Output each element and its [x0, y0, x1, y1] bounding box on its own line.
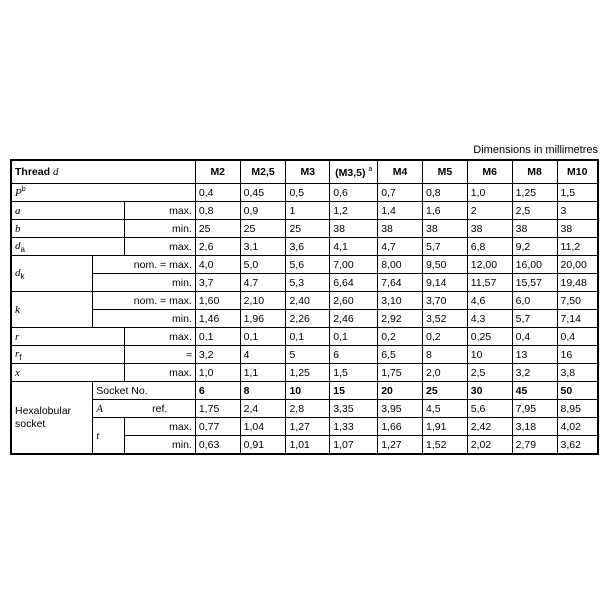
value-cell: 3,10	[378, 292, 423, 310]
value-cell: 2,0	[423, 364, 468, 382]
row-label	[11, 364, 125, 382]
col-header: M10	[557, 160, 598, 184]
row-A-ref	[11, 400, 598, 418]
value-cell: 2,8	[286, 400, 330, 418]
value-cell: 0,45	[240, 184, 286, 202]
value-cell: 0,8	[423, 184, 468, 202]
value-cell: 1,33	[330, 418, 378, 436]
row-x	[11, 364, 598, 382]
value-cell: 2,60	[330, 292, 378, 310]
row-b	[11, 220, 598, 238]
row-r	[11, 328, 598, 346]
value-cell: 2,10	[240, 292, 286, 310]
value-cell: 9,14	[423, 274, 468, 292]
row-qualifier: min.	[93, 310, 196, 328]
row-dk-min	[11, 274, 598, 292]
value-cell: 2,79	[512, 436, 557, 455]
value-cell: 2,92	[378, 310, 423, 328]
value-cell: 2,42	[467, 418, 512, 436]
value-cell: 1,01	[286, 436, 330, 455]
footnote-marker: b	[21, 186, 26, 193]
row-qualifier: max.	[125, 238, 196, 256]
value-cell: 8	[240, 382, 286, 400]
value-cell: 6,8	[467, 238, 512, 256]
value-cell: 3,2	[195, 346, 240, 364]
value-cell: 1,91	[423, 418, 468, 436]
value-cell: 8,00	[378, 256, 423, 274]
value-cell: 0,91	[240, 436, 286, 455]
value-cell: 6,64	[330, 274, 378, 292]
dimensions-table	[10, 159, 599, 455]
value-cell: 1,2	[330, 202, 378, 220]
value-cell: 1,60	[195, 292, 240, 310]
value-cell: 5,0	[240, 256, 286, 274]
row-rf	[11, 346, 598, 364]
value-cell: 3,52	[423, 310, 468, 328]
value-cell: 1,4	[378, 202, 423, 220]
value-cell: 38	[512, 220, 557, 238]
value-cell: 1,1	[240, 364, 286, 382]
value-cell: 38	[423, 220, 468, 238]
value-cell: 2,02	[467, 436, 512, 455]
value-cell: 7,14	[557, 310, 598, 328]
value-cell: 0,2	[378, 328, 423, 346]
row-k-min	[11, 310, 598, 328]
thread-header	[11, 160, 195, 184]
value-cell: 7,64	[378, 274, 423, 292]
value-cell: 8,95	[557, 400, 598, 418]
row-k-nom	[11, 292, 598, 310]
value-cell: 19,48	[557, 274, 598, 292]
row-label	[11, 256, 93, 292]
value-cell: 4,02	[557, 418, 598, 436]
value-cell: 0,77	[195, 418, 240, 436]
thread-symbol: d	[52, 166, 59, 178]
value-cell: 9,50	[423, 256, 468, 274]
footnote-marker: a	[368, 165, 373, 173]
value-cell: 0,25	[467, 328, 512, 346]
value-cell: 1,07	[330, 436, 378, 455]
value-cell: 4,6	[467, 292, 512, 310]
row-qualifier: min.	[125, 436, 196, 455]
col-header-m35: (M3,5) $^a$	[330, 160, 378, 184]
row-pitch	[11, 184, 598, 202]
row-symbol: a	[15, 204, 21, 217]
row-symbol: k	[15, 303, 20, 316]
value-cell: 1,75	[195, 400, 240, 418]
value-cell: 1,0	[195, 364, 240, 382]
value-cell: 3,62	[557, 436, 598, 455]
value-cell: 4	[240, 346, 286, 364]
value-cell: 4,3	[467, 310, 512, 328]
row-qualifier: max.	[125, 364, 196, 382]
value-cell: 1,04	[240, 418, 286, 436]
value-cell: 3,95	[378, 400, 423, 418]
row-symbol: b	[15, 222, 21, 235]
value-cell: 3,1	[240, 238, 286, 256]
socket-no-label: Socket No.	[93, 382, 196, 400]
value-cell: 6	[330, 346, 378, 364]
value-cell: 0,1	[195, 328, 240, 346]
value-cell: 1	[286, 202, 330, 220]
value-cell: 4,1	[330, 238, 378, 256]
value-cell: 15	[330, 382, 378, 400]
value-cell: 5,7	[423, 238, 468, 256]
row-label	[11, 220, 125, 238]
value-cell: 38	[557, 220, 598, 238]
value-cell: 1,52	[423, 436, 468, 455]
col-header: M5	[423, 160, 468, 184]
value-cell: 20	[378, 382, 423, 400]
value-cell: 25	[286, 220, 330, 238]
units-caption: Dimensions in millimetres	[473, 144, 598, 156]
value-cell: 2,5	[512, 202, 557, 220]
value-cell: 0,7	[378, 184, 423, 202]
row-qualifier: ≈	[125, 346, 196, 364]
row-qualifier: ref.	[125, 400, 196, 418]
row-symbol: P	[15, 187, 22, 199]
value-cell: 3,18	[512, 418, 557, 436]
value-cell: 0,1	[330, 328, 378, 346]
value-cell: 2,26	[286, 310, 330, 328]
value-cell: 1,27	[378, 436, 423, 455]
value-cell: 6,0	[512, 292, 557, 310]
row-label: A	[93, 400, 125, 418]
value-cell: 0,2	[423, 328, 468, 346]
value-cell: 0,9	[240, 202, 286, 220]
row-label	[11, 346, 125, 364]
hexalobular-label: Hexalobular socket	[11, 382, 93, 455]
value-cell: 0,5	[286, 184, 330, 202]
row-qualifier: nom. = max.	[93, 256, 196, 274]
value-cell: 5,3	[286, 274, 330, 292]
row-qualifier: min.	[125, 220, 196, 238]
row-label	[11, 202, 125, 220]
col-header: M8	[512, 160, 557, 184]
row-label	[11, 292, 93, 328]
row-symbol: d	[15, 266, 21, 279]
value-cell: 3,7	[195, 274, 240, 292]
header-row	[11, 160, 598, 184]
value-cell: 4,7	[240, 274, 286, 292]
row-subscript: f	[19, 352, 22, 362]
value-cell: 1,25	[512, 184, 557, 202]
value-cell: 16	[557, 346, 598, 364]
value-cell: 45	[512, 382, 557, 400]
value-cell: 1,66	[378, 418, 423, 436]
value-cell: 1,27	[286, 418, 330, 436]
row-qualifier: max.	[125, 328, 196, 346]
value-cell: 12,00	[467, 256, 512, 274]
row-qualifier: max.	[125, 418, 196, 436]
thread-label: Thread	[15, 166, 51, 178]
row-label	[11, 328, 125, 346]
value-cell: 38	[330, 220, 378, 238]
value-cell: 11,2	[557, 238, 598, 256]
col-header: M4	[378, 160, 423, 184]
value-cell: 0,1	[286, 328, 330, 346]
value-cell: 1,46	[195, 310, 240, 328]
value-cell: 1,25	[286, 364, 330, 382]
value-cell: 50	[557, 382, 598, 400]
value-cell: 1,0	[467, 184, 512, 202]
row-da	[11, 238, 598, 256]
value-cell: 6,5	[378, 346, 423, 364]
row-symbol: r	[15, 347, 20, 360]
value-cell: 25	[423, 382, 468, 400]
row-label	[11, 238, 125, 256]
col-header: M6	[467, 160, 512, 184]
value-cell: 13	[512, 346, 557, 364]
value-cell: 5,6	[286, 256, 330, 274]
col-header: M2,5	[240, 160, 286, 184]
value-cell: 3,2	[512, 364, 557, 382]
row-symbol: d	[15, 239, 21, 252]
value-cell: 7,95	[512, 400, 557, 418]
value-cell: 1,5	[557, 184, 598, 202]
row-t-max	[11, 418, 598, 436]
value-cell: 8	[423, 346, 468, 364]
value-cell: 3	[557, 202, 598, 220]
row-symbol: x	[15, 366, 20, 379]
value-cell: 1,5	[330, 364, 378, 382]
value-cell: 0,8	[195, 202, 240, 220]
value-cell: 10	[467, 346, 512, 364]
value-cell: 1,75	[378, 364, 423, 382]
value-cell: 10	[286, 382, 330, 400]
value-cell: 1,96	[240, 310, 286, 328]
row-dk-nom	[11, 256, 598, 274]
value-cell: 2,6	[195, 238, 240, 256]
value-cell: 0,4	[195, 184, 240, 202]
value-cell: 2,4	[240, 400, 286, 418]
row-label	[11, 184, 195, 202]
row-subscript: a	[20, 244, 25, 254]
value-cell: 5,6	[467, 400, 512, 418]
col-header: M3	[286, 160, 330, 184]
row-qualifier: min.	[93, 274, 196, 292]
value-cell: 30	[467, 382, 512, 400]
value-cell: 0,6	[330, 184, 378, 202]
value-cell: 25	[195, 220, 240, 238]
value-cell: 6	[195, 382, 240, 400]
row-qualifier: nom. = max.	[93, 292, 196, 310]
value-cell: 38	[467, 220, 512, 238]
row-a	[11, 202, 598, 220]
value-cell: 9,2	[512, 238, 557, 256]
value-cell: 3,70	[423, 292, 468, 310]
value-cell: 0,1	[240, 328, 286, 346]
value-cell: 0,4	[557, 328, 598, 346]
value-cell: 7,00	[330, 256, 378, 274]
value-cell: 3,8	[557, 364, 598, 382]
value-cell: 15,57	[512, 274, 557, 292]
value-cell: 0,63	[195, 436, 240, 455]
value-cell: 20,00	[557, 256, 598, 274]
value-cell: 2,40	[286, 292, 330, 310]
row-label: t	[93, 418, 125, 455]
value-cell: 3,35	[330, 400, 378, 418]
value-cell: 0,4	[512, 328, 557, 346]
value-cell: 2,5	[467, 364, 512, 382]
value-cell: 2,46	[330, 310, 378, 328]
row-symbol: r	[15, 330, 20, 343]
value-cell: 5	[286, 346, 330, 364]
value-cell: 2	[467, 202, 512, 220]
value-cell: 5,7	[512, 310, 557, 328]
row-subscript: k	[20, 271, 25, 281]
value-cell: 38	[378, 220, 423, 238]
value-cell: 11,57	[467, 274, 512, 292]
value-cell: 7,50	[557, 292, 598, 310]
value-cell: 4,0	[195, 256, 240, 274]
value-cell: 3,6	[286, 238, 330, 256]
value-cell: 25	[240, 220, 286, 238]
value-cell: 4,5	[423, 400, 468, 418]
value-cell: 4,7	[378, 238, 423, 256]
row-socket-no	[11, 382, 598, 400]
row-qualifier: max.	[125, 202, 196, 220]
value-cell: 1,6	[423, 202, 468, 220]
col-header: M2	[195, 160, 240, 184]
value-cell: 16,00	[512, 256, 557, 274]
